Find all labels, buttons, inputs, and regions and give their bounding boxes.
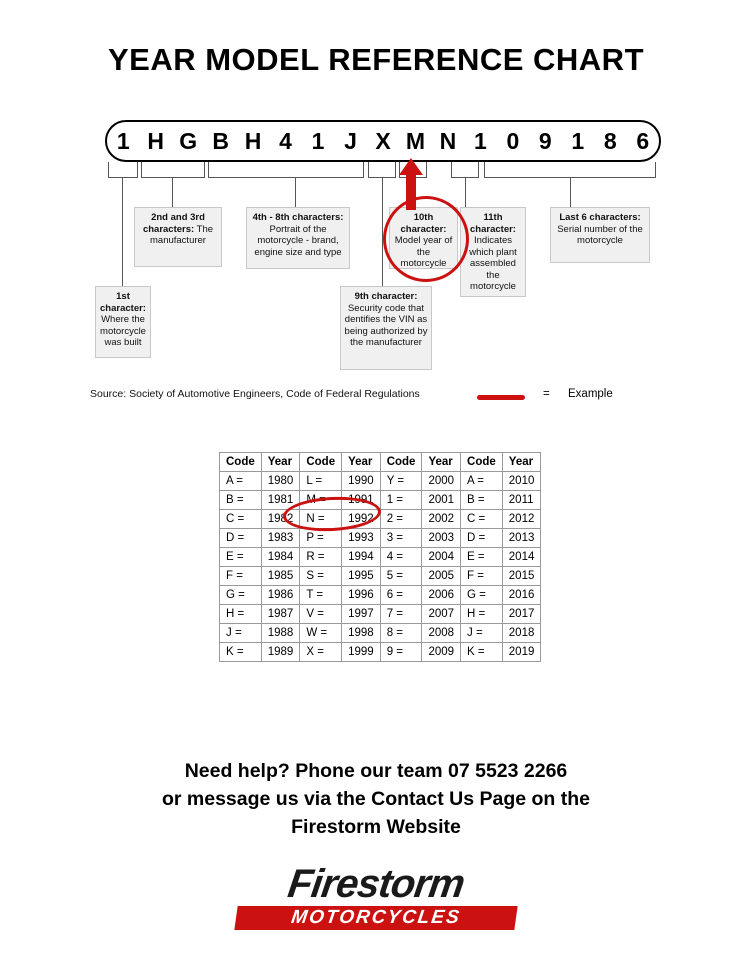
cell-year: 1995 (342, 567, 381, 586)
vin-char: M (405, 128, 426, 154)
bracket-tick (208, 177, 364, 178)
cell-code: N = (300, 510, 342, 529)
note-body: Model year of the motorcycle (394, 235, 453, 269)
cell-year: 2018 (502, 624, 541, 643)
cell-code: 4 = (380, 548, 422, 567)
note-9th-character (340, 286, 432, 370)
cell-code: 6 = (380, 586, 422, 605)
cell-code: 2 = (380, 510, 422, 529)
table-row (220, 548, 541, 567)
column-header: Code (300, 453, 342, 472)
cell-year: 1986 (261, 586, 300, 605)
note-heading: 4th - 8th characters: (252, 212, 344, 223)
bracket-tick (655, 162, 656, 178)
column-header: Year (502, 453, 541, 472)
vin-display (105, 120, 661, 162)
note-body: Where the motorcycle was built (100, 314, 146, 348)
cell-year: 1991 (342, 491, 381, 510)
source-note: Source: Society of Automotive Engineers, Code of Federal Regulations (90, 388, 420, 400)
firestorm-logo (196, 862, 556, 934)
table-row (220, 491, 541, 510)
table-row (220, 586, 541, 605)
bracket-tick (484, 162, 485, 178)
note-body: The manufacturer (150, 223, 214, 246)
cell-code: W = (300, 624, 342, 643)
cell-code: 1 = (380, 491, 422, 510)
vin-char: 0 (506, 128, 520, 154)
note-1st-character (95, 286, 151, 358)
vin-char: 1 (473, 128, 487, 154)
cell-year: 2017 (502, 605, 541, 624)
cell-code: P = (300, 529, 342, 548)
cell-year: 1999 (342, 643, 381, 662)
vin-char: H (147, 128, 165, 154)
cell-code: X = (300, 643, 342, 662)
cell-year: 2016 (502, 586, 541, 605)
cell-code: E = (220, 548, 262, 567)
vin-char: X (375, 128, 391, 154)
cell-code: J = (220, 624, 262, 643)
bracket-tick (451, 162, 452, 178)
cell-code: K = (220, 643, 262, 662)
cell-year: 2009 (422, 643, 461, 662)
cell-year: 1987 (261, 605, 300, 624)
cell-year: 1998 (342, 624, 381, 643)
cell-code: B = (220, 491, 262, 510)
column-header: Code (461, 453, 503, 472)
year-code-table (219, 452, 541, 662)
cell-year: 2004 (422, 548, 461, 567)
bracket-tick (137, 162, 138, 178)
cell-code: M = (300, 491, 342, 510)
cell-year: 2001 (422, 491, 461, 510)
cell-year: 2011 (502, 491, 541, 510)
cell-year: 1994 (342, 548, 381, 567)
column-header: Year (342, 453, 381, 472)
note-heading: Last 6 characters: (559, 212, 641, 223)
table-row (220, 643, 541, 662)
cell-year: 2015 (502, 567, 541, 586)
cell-code: G = (461, 586, 503, 605)
cell-year: 1984 (261, 548, 300, 567)
cell-year: 2000 (422, 472, 461, 491)
bracket-tick (426, 162, 427, 178)
cell-code: F = (220, 567, 262, 586)
bracket-tick (368, 162, 369, 178)
bracket-tick (141, 177, 205, 178)
cell-code: V = (300, 605, 342, 624)
cell-year: 1988 (261, 624, 300, 643)
vin-char: 1 (311, 128, 325, 154)
bracket-tick (141, 162, 142, 178)
leader-line (295, 177, 296, 207)
cell-code: F = (461, 567, 503, 586)
cell-year: 2005 (422, 567, 461, 586)
note-4th-8th-characters (246, 207, 350, 269)
cell-year: 1992 (342, 510, 381, 529)
note-body: Portrait of the motorcycle - brand, engine size and type (254, 223, 342, 258)
vin-char: 9 (538, 128, 552, 154)
note-heading: 10th character: (400, 212, 447, 235)
cell-code: 5 = (380, 567, 422, 586)
bracket-tick (208, 162, 209, 178)
cell-code: 3 = (380, 529, 422, 548)
note-heading: 11th character: (470, 212, 516, 235)
cell-code: 8 = (380, 624, 422, 643)
cell-code: H = (461, 605, 503, 624)
bracket-tick (108, 162, 109, 178)
vin-char: 8 (603, 128, 617, 154)
cell-code: E = (461, 548, 503, 567)
bracket-tick (363, 162, 364, 178)
note-2nd-3rd-characters (134, 207, 222, 267)
cell-code: J = (461, 624, 503, 643)
cell-code: 7 = (380, 605, 422, 624)
cell-code: K = (461, 643, 503, 662)
column-header: Code (380, 453, 422, 472)
table-row (220, 624, 541, 643)
vin-char: G (179, 128, 198, 154)
cell-year: 1996 (342, 586, 381, 605)
cell-year: 2008 (422, 624, 461, 643)
cell-year: 2002 (422, 510, 461, 529)
cell-year: 2013 (502, 529, 541, 548)
cell-year: 1981 (261, 491, 300, 510)
example-label: Example (568, 388, 613, 400)
cell-year: 1985 (261, 567, 300, 586)
cell-year: 2010 (502, 472, 541, 491)
cell-year: 2012 (502, 510, 541, 529)
help-line-1: Need help? Phone our team 07 5523 2266 (184, 760, 568, 782)
logo-wordmark: Firestorm (285, 862, 467, 906)
leader-line (122, 177, 123, 287)
table-header-row (220, 453, 541, 472)
cell-code: R = (300, 548, 342, 567)
table-row (220, 510, 541, 529)
vin-char: H (244, 128, 262, 154)
cell-code: D = (220, 529, 262, 548)
leader-line (172, 177, 173, 207)
vin-char: 6 (636, 128, 650, 154)
cell-code: B = (461, 491, 503, 510)
column-header: Code (220, 453, 262, 472)
cell-year: 1980 (261, 472, 300, 491)
cell-code: S = (300, 567, 342, 586)
vin-char: 4 (279, 128, 292, 154)
leader-line (570, 177, 571, 207)
help-text (0, 757, 752, 841)
logo-subtitle: MOTORCYCLES (234, 906, 517, 930)
vin-char: 1 (571, 128, 585, 154)
example-equals: = (543, 388, 550, 400)
note-body: Indicates which plant assembled the motorcycle (469, 235, 517, 292)
cell-year: 1997 (342, 605, 381, 624)
cell-code: D = (461, 529, 503, 548)
cell-year: 1993 (342, 529, 381, 548)
cell-code: 9 = (380, 643, 422, 662)
bracket-tick (478, 162, 479, 178)
cell-code: Y = (380, 472, 422, 491)
note-heading: 9th character: (354, 291, 418, 302)
note-heading: 2nd and 3rd characters: (142, 212, 205, 235)
cell-year: 2003 (422, 529, 461, 548)
note-body: Serial number of the motorcycle (557, 223, 643, 246)
cell-code: T = (300, 586, 342, 605)
cell-year: 1990 (342, 472, 381, 491)
example-swatch (477, 395, 525, 400)
cell-code: C = (220, 510, 262, 529)
table-row (220, 529, 541, 548)
cell-code: A = (461, 472, 503, 491)
cell-code: C = (461, 510, 503, 529)
vin-char: B (212, 128, 229, 154)
note-last-6-characters (550, 207, 650, 263)
column-header: Year (422, 453, 461, 472)
vin-char: 1 (116, 128, 130, 154)
cell-code: L = (300, 472, 342, 491)
vin-char: N (439, 128, 457, 154)
cell-code: H = (220, 605, 262, 624)
note-heading: 1st character: (100, 291, 146, 314)
bracket-tick (108, 177, 138, 178)
cell-year: 1982 (261, 510, 300, 529)
cell-year: 1989 (261, 643, 300, 662)
leader-line (465, 177, 466, 207)
cell-year: 2007 (422, 605, 461, 624)
cell-code: A = (220, 472, 262, 491)
table-row (220, 605, 541, 624)
bracket-tick (204, 162, 205, 178)
help-line-3: Firestorm Website (291, 816, 461, 838)
note-11th-character (460, 207, 526, 297)
help-line-2: or message us via the Contact Us Page on the (161, 788, 591, 810)
cell-year: 2006 (422, 586, 461, 605)
table-row (220, 567, 541, 586)
vin-char: J (344, 128, 357, 154)
note-body: Security code that dentifies the VIN as being authorized by the manufacturer (344, 302, 428, 348)
cell-year: 1983 (261, 529, 300, 548)
cell-code: G = (220, 586, 262, 605)
cell-year: 2014 (502, 548, 541, 567)
table-row (220, 472, 541, 491)
column-header: Year (261, 453, 300, 472)
page-title: YEAR MODEL REFERENCE CHART (107, 42, 645, 77)
bracket-tick (395, 162, 396, 178)
cell-year: 2019 (502, 643, 541, 662)
